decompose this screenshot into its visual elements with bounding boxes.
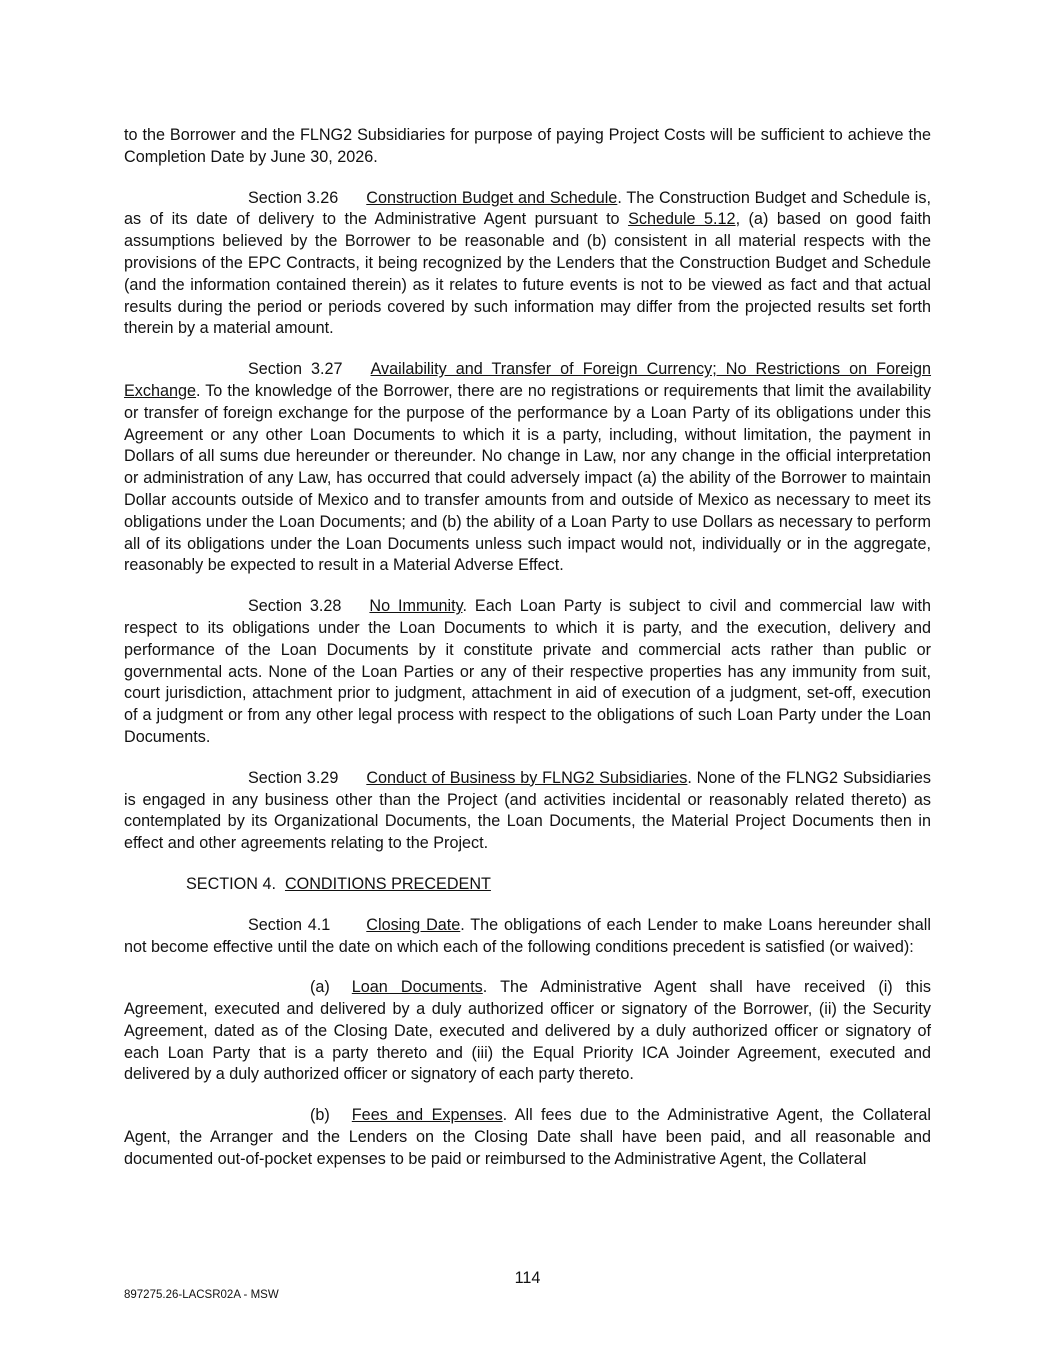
schedule-reference: Schedule 5.12 [628, 210, 736, 229]
clause-text: . The Administrative Agent shall have received (i) this Agreement, executed and delivered by a duly authorized officer or signatory of the Borrower, (ii) the Security Agreement, dated as of the Closing Date, executed and delivered by a duly authorized officer or signatory of each Loan Party that is a party thereto and (iii) the Equal Priority ICA Joinder Agreement, executed and delivered by a duly authorized officer or signatory of each party thereto. [124, 978, 931, 1084]
section-number: Section 3.26 [248, 188, 339, 207]
heading-number: SECTION 4. [186, 874, 276, 893]
clause-a [124, 977, 931, 1086]
clause-label: (b) [310, 1106, 330, 1125]
clause-title: Fees and Expenses [351, 1106, 503, 1125]
section-text: . The Construction Budget and Schedule is, as of its date of delivery to the Administrative Agent pursuant to [124, 188, 931, 229]
section-title: Closing Date [366, 915, 461, 934]
clause-text: . All fees due to the Administrative Agent, the Collateral Agent, the Arranger and the Lenders on the Closing Date shall have been paid, and all reasonable and documented out-of-pocket expenses to be paid or reimbursed to the Administrative Agent, the Collateral [124, 1106, 931, 1168]
clause-title: Loan Documents [351, 978, 483, 997]
section-number: Section 3.28 [248, 597, 342, 616]
section-4-1 [124, 915, 931, 959]
section-text: . To the knowledge of the Borrower, there are no registrations or requirements that limit the availability or transfer of foreign exchange for the purpose of the performance by a Loan Party of its obligations under this Agreement or any other Loan Documents to which it is a party, including, without limitation, the payment in Dollars of all sums due hereunder or thereunder. No change in Law, nor any change in the official interpretation or administration of any Law, has occurred that could adversely impact (a) the ability of the Borrower to maintain Dollar accounts outside of Mexico and to transfer amounts from and outside of Mexico as necessary to meet its obligations under the Loan Documents; and (b) the ability of a Loan Party to use Dollars as necessary to perform all of its obligations under the Loan Documents unless such impact would not, individually or in the aggregate, reasonably be expected to result in a Material Adverse Effect. [124, 381, 931, 575]
section-4-heading [186, 874, 931, 896]
section-number: Section 3.29 [248, 768, 339, 787]
heading-title: CONDITIONS PRECEDENT [284, 874, 491, 893]
section-title: No Immunity [369, 597, 463, 616]
section-3-29 [124, 768, 931, 855]
section-number: Section 4.1 [248, 915, 331, 934]
section-3-27 [124, 359, 931, 577]
intro-paragraph [124, 125, 931, 169]
section-3-28 [124, 596, 931, 749]
intro-text: to the Borrower and the FLNG2 Subsidiaries for purpose of paying Project Costs will be sufficient to achieve the Completion Date by June 30, 2026. [124, 126, 931, 166]
section-title: Availability and Transfer of Foreign Currency; No Restrictions on Foreign Exchange [124, 360, 932, 400]
section-text: , (a) based on good faith assumptions believed by the Borrower to be reasonable and (b) consistent in all material respects with the provisions of the EPC Contracts, it being recognized by the Lenders that the Construction Budget and Schedule (and the information contained therein) as it relates to future events is not to be viewed as fact and that actual results during the period or periods covered by such information may differ from the projected results set forth therein by a material amount. [124, 210, 931, 338]
section-title: Construction Budget and Schedule [366, 188, 618, 207]
section-number: Section 3.27 [248, 360, 343, 379]
section-title: Conduct of Business by FLNG2 Subsidiaries [366, 768, 688, 787]
page-number: 114 [514, 1269, 541, 1287]
clause-label: (a) [310, 978, 330, 997]
section-3-26 [124, 188, 931, 341]
section-text: . Each Loan Party is subject to civil and commercial law with respect to its obligations under the Loan Documents to which it is party, and the execution, delivery and performance of the Loan Documents by it constitute private and commercial acts rather than public or governmental acts. None of the Loan Parties or any of their respective properties has any immunity from suit, court jurisdiction, attachment prior to judgment, attachment in aid of execution of a judgment, set-off, execution of a judgment or from any other legal process with respect to the obligations of such Loan Party under the Loan Documents. [124, 597, 931, 746]
document-body [124, 125, 931, 1190]
section-text: . The obligations of each Lender to make Loans hereunder shall not become effective until the date on which each of the following conditions precedent is satisfied (or waived): [124, 915, 931, 956]
section-text: . None of the FLNG2 Subsidiaries is engaged in any business other than the Project (and activities incidental or reasonably related thereto) as contemplated by its Organizational Documents, the Loan Documents, the Material Project Documents then in effect and other agreements relating to the Project. [124, 768, 932, 853]
clause-b [124, 1105, 931, 1170]
footer-document-code: 897275.26-LACSR02A - MSW [124, 1289, 279, 1301]
